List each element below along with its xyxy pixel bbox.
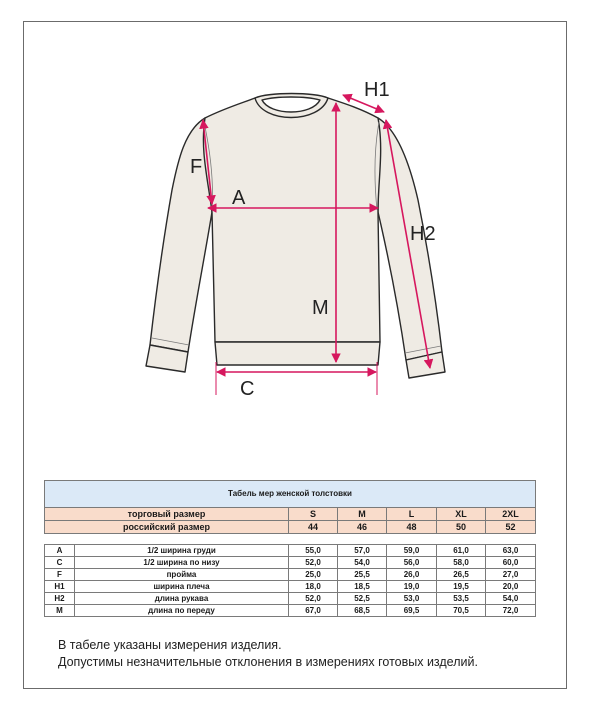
row-value: 60,0 <box>486 557 536 569</box>
row-name: ширина плеча <box>75 581 289 593</box>
row-code: M <box>45 605 75 617</box>
russian-size-cell: 48 <box>387 521 437 534</box>
waistband <box>215 342 380 365</box>
row-value: 58,0 <box>437 557 486 569</box>
row-value: 63,0 <box>486 545 536 557</box>
russian-size-cell: 50 <box>437 521 486 534</box>
label-h1: H1 <box>364 79 390 101</box>
russian-size-row <box>45 521 536 534</box>
row-name: пройма <box>75 569 289 581</box>
row-value: 53,0 <box>387 593 437 605</box>
row-value: 61,0 <box>437 545 486 557</box>
size-cell: XL <box>437 508 486 521</box>
label-h2: H2 <box>410 223 436 245</box>
table-title-row <box>45 481 536 508</box>
row-value: 59,0 <box>387 545 437 557</box>
label-m: M <box>312 297 329 319</box>
russian-size-cell: 46 <box>338 521 387 534</box>
left-sleeve <box>150 118 212 352</box>
row-value: 26,5 <box>437 569 486 581</box>
garment-body <box>203 98 380 342</box>
row-value: 67,0 <box>289 605 338 617</box>
row-code: H1 <box>45 581 75 593</box>
row-value: 54,0 <box>486 593 536 605</box>
table-row <box>45 545 536 557</box>
table-title: Табель мер женской толстовки <box>45 481 536 508</box>
row-name: длина рукава <box>75 593 289 605</box>
row-value: 26,0 <box>387 569 437 581</box>
label-f: F <box>190 156 203 178</box>
trade-size-label: торговый размер <box>45 508 289 521</box>
row-value: 68,5 <box>338 605 387 617</box>
row-name: длина по переду <box>75 605 289 617</box>
size-cell: M <box>338 508 387 521</box>
row-value: 72,0 <box>486 605 536 617</box>
row-value: 57,0 <box>338 545 387 557</box>
row-value: 27,0 <box>486 569 536 581</box>
trade-size-row <box>45 508 536 521</box>
note-line-2: Допустимы незначительные отклонения в измерениях готовых изделий. <box>58 655 478 669</box>
row-value: 19,5 <box>437 581 486 593</box>
row-value: 52,0 <box>289 557 338 569</box>
table-row <box>45 593 536 605</box>
size-cell: L <box>387 508 437 521</box>
row-value: 18,5 <box>338 581 387 593</box>
row-value: 55,0 <box>289 545 338 557</box>
row-value: 70,5 <box>437 605 486 617</box>
spacer-row <box>45 534 536 545</box>
row-code: C <box>45 557 75 569</box>
row-code: H2 <box>45 593 75 605</box>
table-row <box>45 605 536 617</box>
row-name: 1/2 ширина по низу <box>75 557 289 569</box>
row-value: 54,0 <box>338 557 387 569</box>
spacer-cell <box>45 534 536 545</box>
size-chart-table <box>44 480 536 617</box>
size-cell: 2XL <box>486 508 536 521</box>
row-value: 25,0 <box>289 569 338 581</box>
russian-size-cell: 44 <box>289 521 338 534</box>
russian-size-cell: 52 <box>486 521 536 534</box>
size-cell: S <box>289 508 338 521</box>
row-value: 20,0 <box>486 581 536 593</box>
notes <box>58 637 478 671</box>
row-value: 25,5 <box>338 569 387 581</box>
note-line-1: В табеле указаны измерения изделия. <box>58 638 282 652</box>
sweatshirt-drawing <box>146 94 445 379</box>
row-value: 53,5 <box>437 593 486 605</box>
russian-size-label: российский размер <box>45 521 289 534</box>
table-row <box>45 557 536 569</box>
row-code: A <box>45 545 75 557</box>
row-name: 1/2 ширина груди <box>75 545 289 557</box>
row-code: F <box>45 569 75 581</box>
row-value: 18,0 <box>289 581 338 593</box>
row-value: 52,5 <box>338 593 387 605</box>
table-row <box>45 581 536 593</box>
row-value: 52,0 <box>289 593 338 605</box>
row-value: 69,5 <box>387 605 437 617</box>
label-c: C <box>240 378 255 400</box>
row-value: 19,0 <box>387 581 437 593</box>
label-a: A <box>232 187 246 209</box>
table-row <box>45 569 536 581</box>
row-value: 56,0 <box>387 557 437 569</box>
